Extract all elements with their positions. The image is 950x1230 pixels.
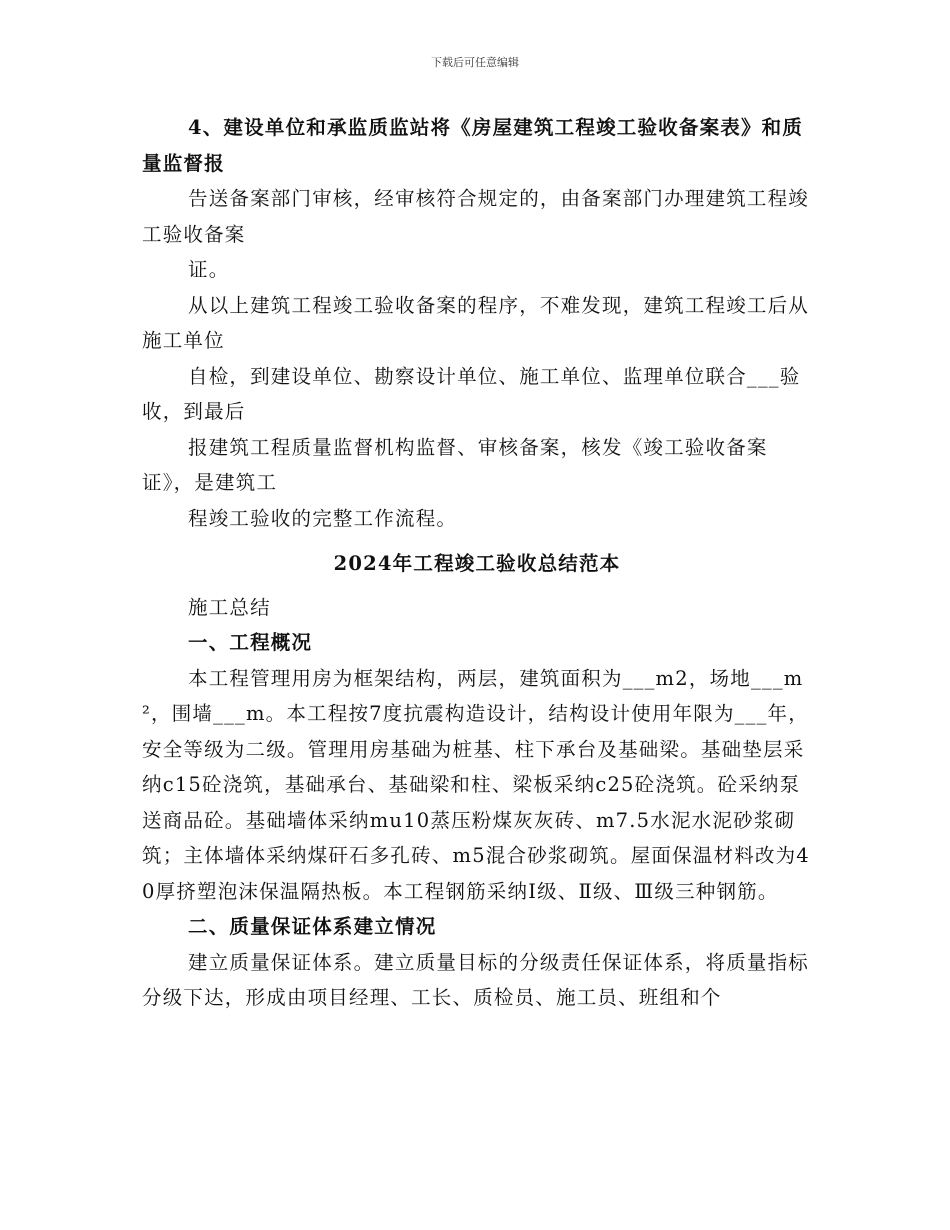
paragraph: 告送备案部门审核，经审核符合规定的，由备案部门办理建筑工程竣工验收备案: [142, 187, 810, 246]
paragraph: 自检，到建设单位、勘察设计单位、施工单位、监理单位联合___验收，到最后: [142, 364, 801, 423]
paragraph: 报建筑工程质量监督机构监督、审核备案，核发《竣工验收备案证》，是建筑工: [142, 435, 768, 494]
paragraph-overview: 本工程管理用房为框架结构，两层，建筑面积为___m2，场地___m²，围墙___m。本工程按7度抗震构造设计，结构设计使用年限为___年，安全等级为二级。管理用房基础为桩基、柱下承台及基础梁。基础垫层采纳c15砼浇筑，基础承台、基础梁和柱、梁板采纳c25砼浇筑。砼采纳泵送商品砼。基础墙体采纳mu10蒸压粉煤灰灰砖、m7.5水泥水泥砂浆砌筑；主体墙体采纳煤矸石多孔砖、m5混合砂浆砌筑。屋面保温材料改为40厚挤塑泡沫保温隔热板。本工程钢筋采纳Ⅰ级、Ⅱ级、Ⅲ级三种钢筋。: [142, 666, 810, 903]
paragraph: 证。: [188, 258, 230, 281]
paragraph-step-4: 4、建设单位和承监质监站将《房屋建筑工程竣工验收备案表》和质量监督报: [142, 116, 804, 175]
section-label: 施工总结: [188, 595, 271, 619]
paragraph: 从以上建筑工程竣工验收备案的程序，不难发现，建筑工程竣工后从施工单位: [142, 293, 810, 352]
paragraph: 程竣工验收的完整工作流程。: [188, 506, 458, 530]
section-heading-overview: 一、工程概况: [188, 631, 313, 654]
page-header-note: 下载后可任意编辑: [431, 56, 519, 69]
document-body: [142, 110, 812, 1016]
document-title: 2024年工程竣工验收总结范本: [333, 552, 621, 575]
section-heading-quality-system: 二、质量保证体系建立情况: [188, 915, 437, 938]
paragraph-quality-system: 建立质量保证体系。建立质量目标的分级责任保证体系，将质量指标分级下达，形成由项目经理、工长、质检员、施工员、班组和个: [142, 950, 810, 1009]
